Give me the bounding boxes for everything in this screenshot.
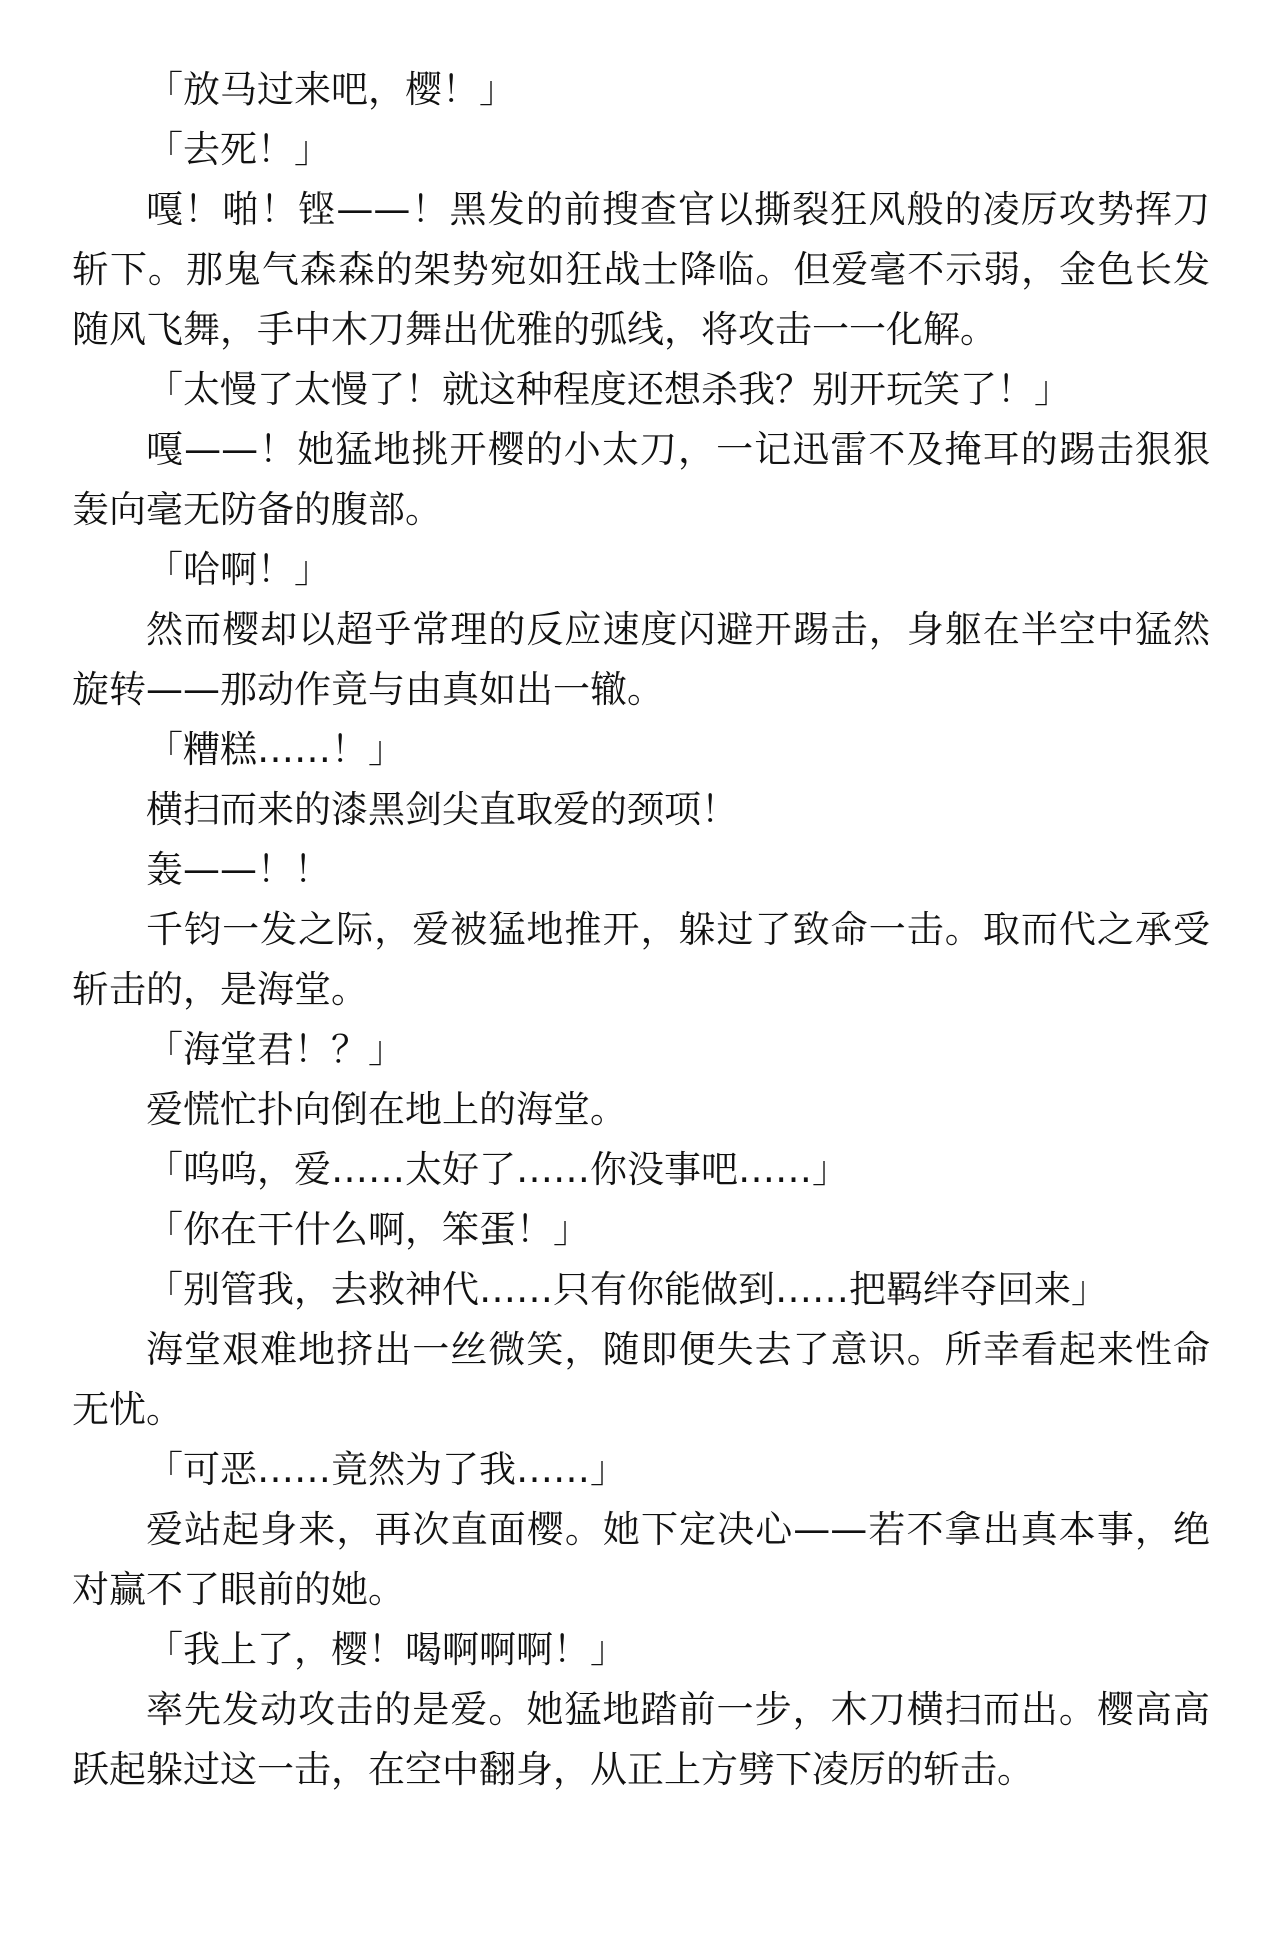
paragraph: 率先发动攻击的是爱。她猛地踏前一步，木刀横扫而出。樱高高跃起躲过这一击，在空中翻身，从正上方劈下凌厉的斩击。 (72, 1688, 1210, 1791)
paragraph: 爱站起身来，再次直面樱。她下定决心——若不拿出真本事，绝对赢不了眼前的她。 (72, 1508, 1210, 1611)
paragraph: 「放马过来吧，樱！」 (146, 68, 516, 111)
paragraph: 「呜呜，爱……太好了……你没事吧……」 (146, 1148, 849, 1191)
paragraph: 轰——！！ (146, 848, 331, 891)
paragraph: 横扫而来的漆黑剑尖直取爱的颈项！ (146, 788, 738, 831)
paragraph: 「太慢了太慢了！就这种程度还想杀我？别开玩笑了！」 (146, 368, 1071, 411)
paragraph: 「哈啊！」 (146, 548, 331, 591)
paragraph: 「别管我，去救神代……只有你能做到……把羁绊夺回来」 (146, 1268, 1108, 1311)
paragraph: 「海堂君！？」 (146, 1028, 405, 1071)
paragraph: 「可恶……竟然为了我……」 (146, 1448, 627, 1491)
paragraph: 嘎！啪！铿——！黑发的前搜查官以撕裂狂风般的凌厉攻势挥刀斩下。那鬼气森森的架势宛如狂战士降临。但爱毫不示弱，金色长发随风飞舞，手中木刀舞出优雅的弧线，将攻击一一化解。 (72, 188, 1210, 351)
paragraph: 「糟糕……！」 (146, 728, 405, 771)
paragraph: 千钧一发之际，爱被猛地推开，躲过了致命一击。取而代之承受斩击的，是海堂。 (72, 908, 1210, 1011)
paragraph: 然而樱却以超乎常理的反应速度闪避开踢击，身躯在半空中猛然旋转——那动作竟与由真如出一辙。 (72, 608, 1210, 711)
paragraph: 「我上了，樱！喝啊啊啊！」 (146, 1628, 627, 1671)
paragraph: 海堂艰难地挤出一丝微笑，随即便失去了意识。所幸看起来性命无忧。 (72, 1328, 1210, 1431)
paragraph: 爱慌忙扑向倒在地上的海堂。 (146, 1088, 627, 1131)
paragraph: 「去死！」 (146, 128, 331, 171)
paragraph: 嘎——！她猛地挑开樱的小太刀，一记迅雷不及掩耳的踢击狠狠轰向毫无防备的腹部。 (72, 428, 1210, 531)
paragraph: 「你在干什么啊，笨蛋！」 (146, 1208, 590, 1251)
